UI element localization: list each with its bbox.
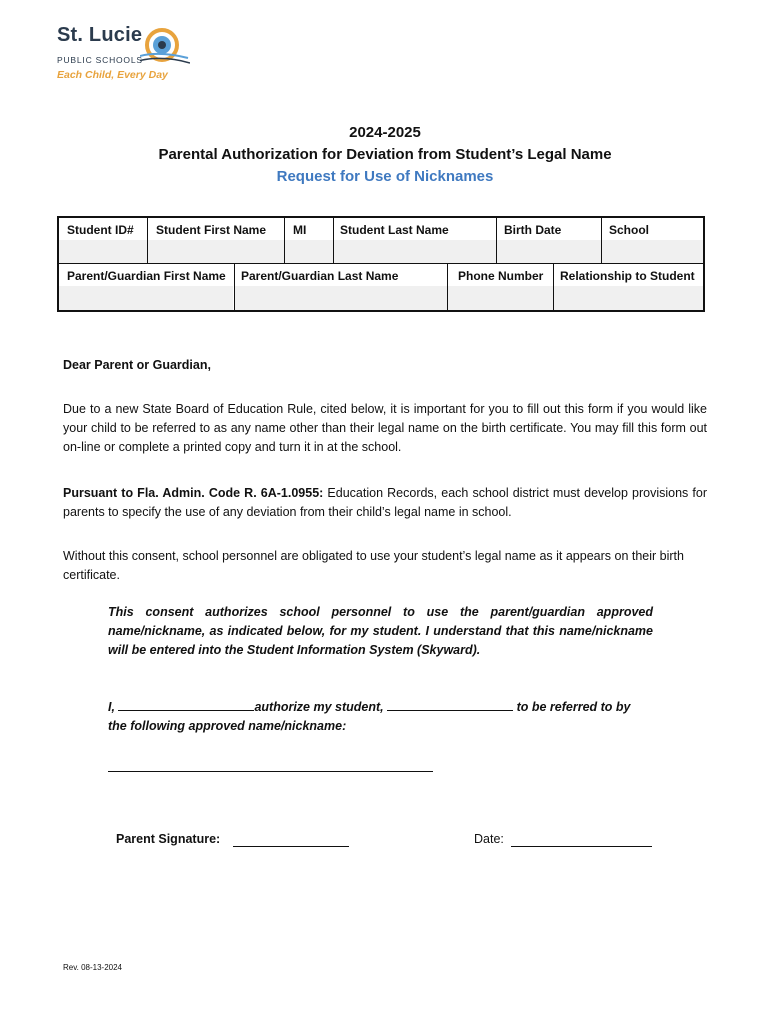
phone-number-field[interactable] <box>448 286 553 310</box>
parent-signature-label: Parent Signature: <box>116 832 221 846</box>
form-title: Parental Authorization for Deviation from Student’s Legal Name <box>158 146 612 163</box>
student-info-table <box>57 216 705 312</box>
table-column-divider <box>333 218 334 263</box>
table-column-divider <box>234 263 235 310</box>
table-column-divider <box>284 218 285 263</box>
header-parent-first-name: Parent/Guardian First Name <box>67 269 226 283</box>
student-last-name-field[interactable] <box>334 240 496 264</box>
table-column-divider <box>553 263 554 310</box>
consent-statement: This consent authorizes school personnel to use the parent/guardian approved name/nickname, as indicated below, for my student. I understand that this name/nickname will be entered into the Student Information System (Skyward). <box>108 605 653 657</box>
birth-date-field[interactable] <box>497 240 601 264</box>
rule-text: Education Records, each school district must develop provisions for parents to specify the use of any deviation from their child’s legal name in school. <box>63 486 707 519</box>
relationship-field[interactable] <box>554 286 703 310</box>
form-year: 2024-2025 <box>349 124 421 141</box>
greeting: Dear Parent or Guardian, <box>63 358 211 372</box>
authorization-line2: the following approved name/nickname: <box>108 719 347 733</box>
header-student-first-name: Student First Name <box>156 223 267 237</box>
authorization-end: to be referred to by <box>516 700 631 714</box>
header-student-last-name: Student Last Name <box>340 223 449 237</box>
school-field[interactable] <box>602 240 703 264</box>
parent-name-blank[interactable] <box>118 698 254 711</box>
nickname-line[interactable] <box>108 771 433 772</box>
date-line[interactable] <box>511 846 652 847</box>
header-relationship: Relationship to Student <box>560 269 695 283</box>
header-birth-date: Birth Date <box>504 223 562 237</box>
table-column-divider <box>147 218 148 263</box>
intro-paragraph: Due to a new State Board of Education Rule, cited below, it is important for you to fill out this form if you would like your child to be referred to as any name other than their legal name on the birth certificate. You may fill this form out on-line or complete a printed copy and turn it in at the school. <box>63 402 707 454</box>
rule-citation: Pursuant to Fla. Admin. Code R. 6A-1.0955: <box>63 486 324 500</box>
parent-last-name-field[interactable] <box>235 286 447 310</box>
authorization-statement <box>108 698 668 736</box>
date-label: Date: <box>474 832 504 846</box>
authorization-i: I, <box>108 700 115 714</box>
logo-district-name: St. Lucie <box>57 24 143 46</box>
student-first-name-field[interactable] <box>148 240 284 264</box>
header-student-id: Student ID# <box>67 223 134 237</box>
table-column-divider <box>496 218 497 263</box>
table-row-divider <box>59 263 703 264</box>
header-mi: MI <box>293 223 307 237</box>
header-parent-last-name: Parent/Guardian Last Name <box>241 269 399 283</box>
revision-date: Rev. 08-13-2024 <box>63 963 122 972</box>
logo-sun-icon <box>140 25 190 75</box>
parent-first-name-field[interactable] <box>59 286 233 310</box>
form-subtitle: Request for Use of Nicknames <box>276 168 494 185</box>
parent-signature-line[interactable] <box>233 846 349 847</box>
consent-required-paragraph: Without this consent, school personnel are obligated to use your student’s legal name as it appears on their birth certificate. <box>63 549 684 582</box>
logo-subtitle: PUBLIC SCHOOLS <box>57 55 143 65</box>
logo-tagline: Each Child, Every Day <box>57 69 168 81</box>
header-phone-number: Phone Number <box>458 269 544 283</box>
student-mi-field[interactable] <box>285 240 333 264</box>
rule-paragraph <box>63 484 707 522</box>
student-id-field[interactable] <box>59 240 147 264</box>
student-name-blank[interactable] <box>387 698 513 711</box>
table-column-divider <box>601 218 602 263</box>
header-school: School <box>609 223 650 237</box>
authorization-mid: authorize my student, <box>254 700 384 714</box>
table-column-divider <box>447 263 448 310</box>
